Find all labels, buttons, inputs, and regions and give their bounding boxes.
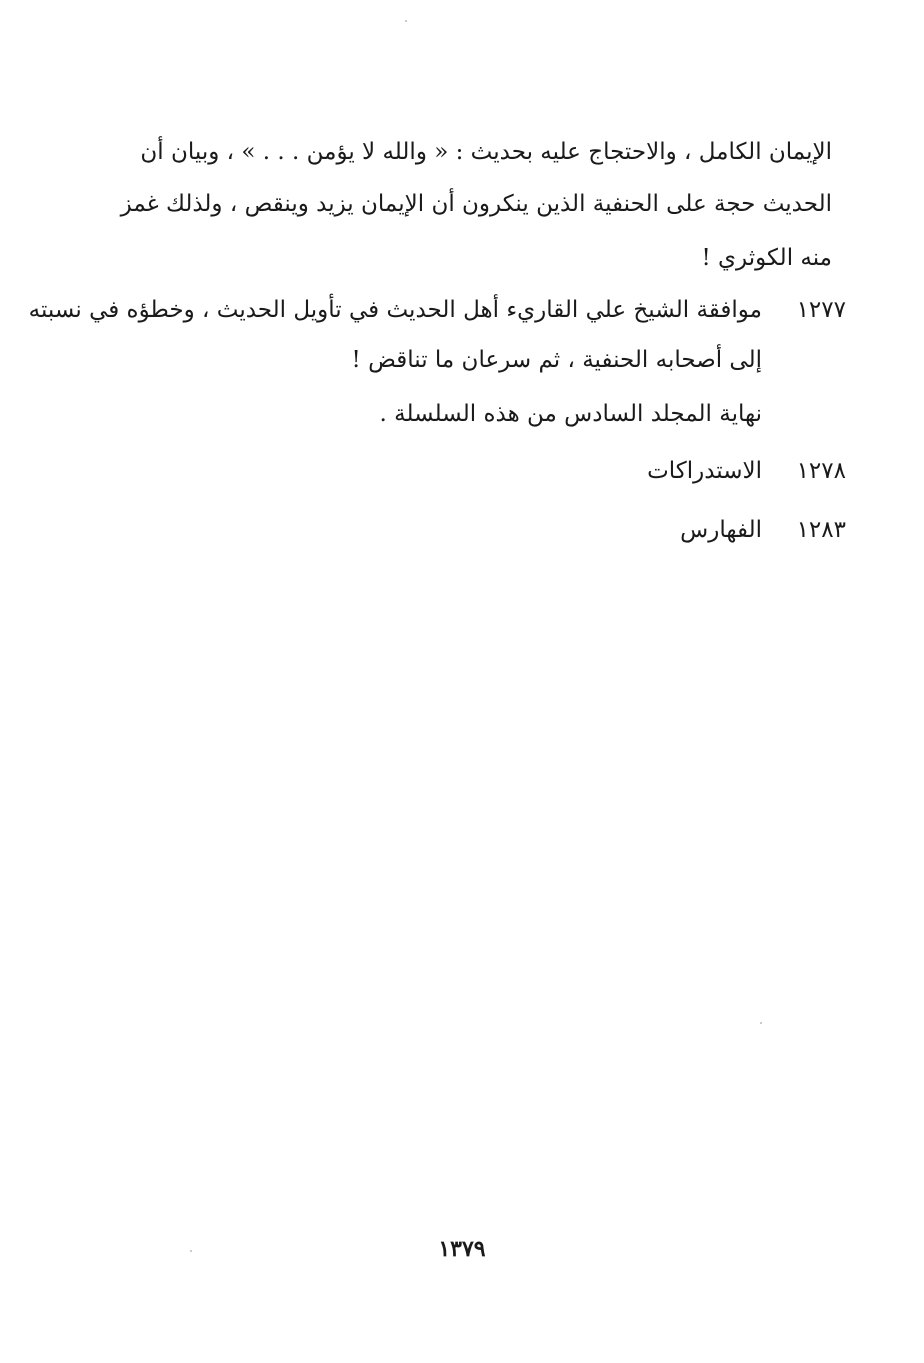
- closing-note: نهاية المجلد السادس من هذه السلسلة .: [379, 401, 762, 427]
- scan-speck: [760, 1022, 762, 1024]
- continuation-line-2: الحديث حجة على الحنفية الذين ينكرون أن الإيمان يزيد وينقص ، ولذلك غمز: [120, 191, 832, 217]
- continuation-line-1: الإيمان الكامل ، والاحتجاج عليه بحديث : « والله لا يؤمن . . . » ، وبيان أن: [140, 139, 832, 165]
- entry-number: ١٢٧٧: [796, 297, 846, 323]
- section-title-addenda: الاستدراكات: [647, 458, 762, 484]
- section-number-addenda: ١٢٧٨: [796, 458, 846, 484]
- scan-speck: [190, 1250, 192, 1252]
- scan-speck: [405, 20, 407, 22]
- section-title-indexes: الفهارس: [680, 517, 762, 543]
- page-number: ١٣٧٩: [438, 1236, 486, 1262]
- entry-line-2: إلى أصحابه الحنفية ، ثم سرعان ما تناقض !: [351, 347, 762, 373]
- entry-line-1: موافقة الشيخ علي القاريء أهل الحديث في تأويل الحديث ، وخطؤه في نسبته: [28, 297, 762, 323]
- section-number-indexes: ١٢٨٣: [796, 517, 846, 543]
- continuation-line-3: منه الكوثري !: [701, 245, 832, 271]
